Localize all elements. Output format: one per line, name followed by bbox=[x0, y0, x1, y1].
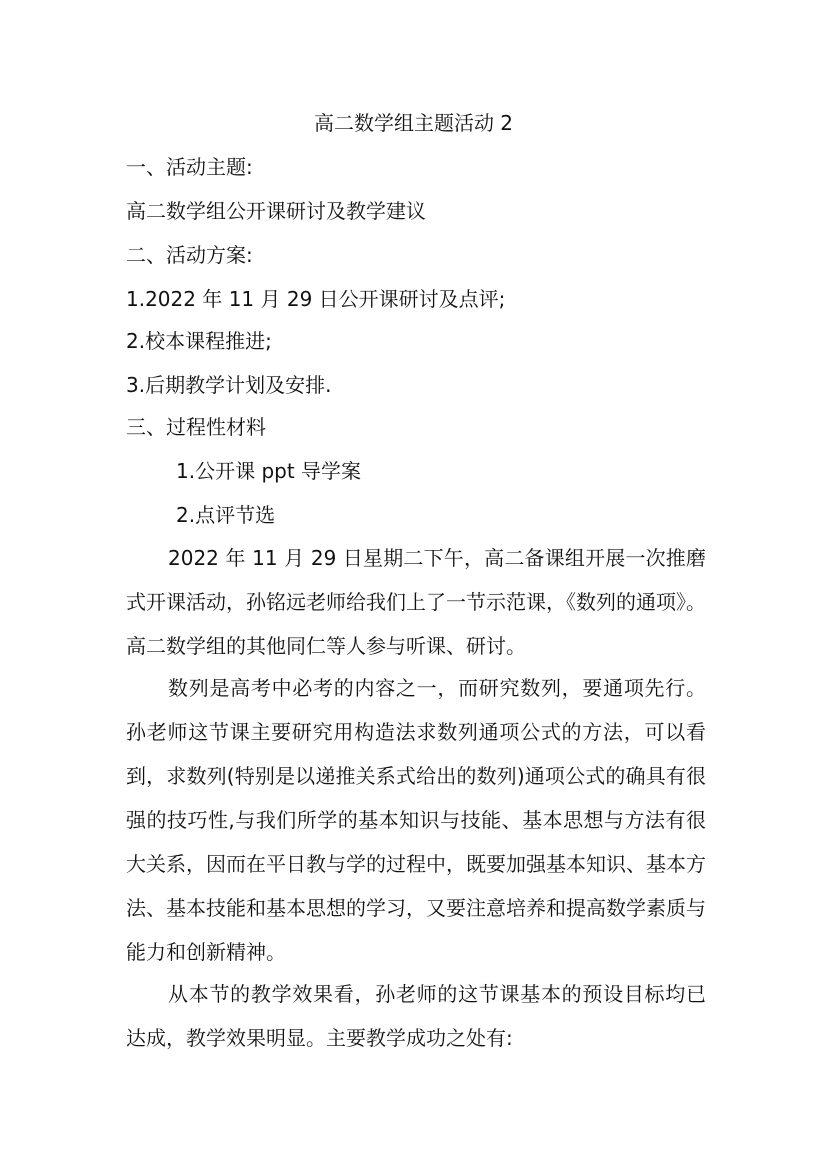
theme-text: 高二数学组公开课研讨及教学建议 bbox=[126, 199, 426, 223]
section-heading-plan: 二、活动方案: bbox=[126, 243, 253, 267]
section-heading-materials: 三、过程性材料 bbox=[126, 415, 266, 439]
paragraph-3: 从本节的教学效果看，孙老师的这节课基本的预设目标均已达成，教学效果明显。主要教学成功之处有: bbox=[126, 982, 706, 1050]
plan-item-2: 2.校本课程推进; bbox=[126, 329, 272, 353]
plan-item-3: 3.后期教学计划及安排. bbox=[126, 373, 332, 397]
paragraph-2: 数列是高考中必考的内容之一，而研究数列，要通项先行。孙老师这节课主要研究用构造法求数列通项公式的方法，可以看到，求数列(特别是以递推关系式给出的数列)通项公式的确具有很强的技巧性,与我们所学的基本知识与技能、基本思想与方法有很大关系，因而在平日教与学的过程中，既要加强基本知识、基本方法、基本技能和基本思想的学习，又要注意培养和提高数学素质与能力和创新精神。 bbox=[126, 676, 706, 964]
page-title: 高二数学组主题活动 2 bbox=[313, 111, 514, 135]
paragraph-1: 2022 年 11 月 29 日星期二下午，高二备课组开展一次推磨式开课活动，孙铭远老师给我们上了一节示范课，《数列的通项》。高二数学组的其他同仁等人参与听课、研讨。 bbox=[126, 546, 706, 658]
plan-item-1: 1.2022 年 11 月 29 日公开课研讨及点评; bbox=[126, 287, 506, 311]
section-heading-theme: 一、活动主题: bbox=[126, 155, 253, 179]
material-item-1: 1.公开课 ppt 导学案 bbox=[176, 459, 362, 483]
material-item-2: 2.点评节选 bbox=[176, 503, 276, 527]
